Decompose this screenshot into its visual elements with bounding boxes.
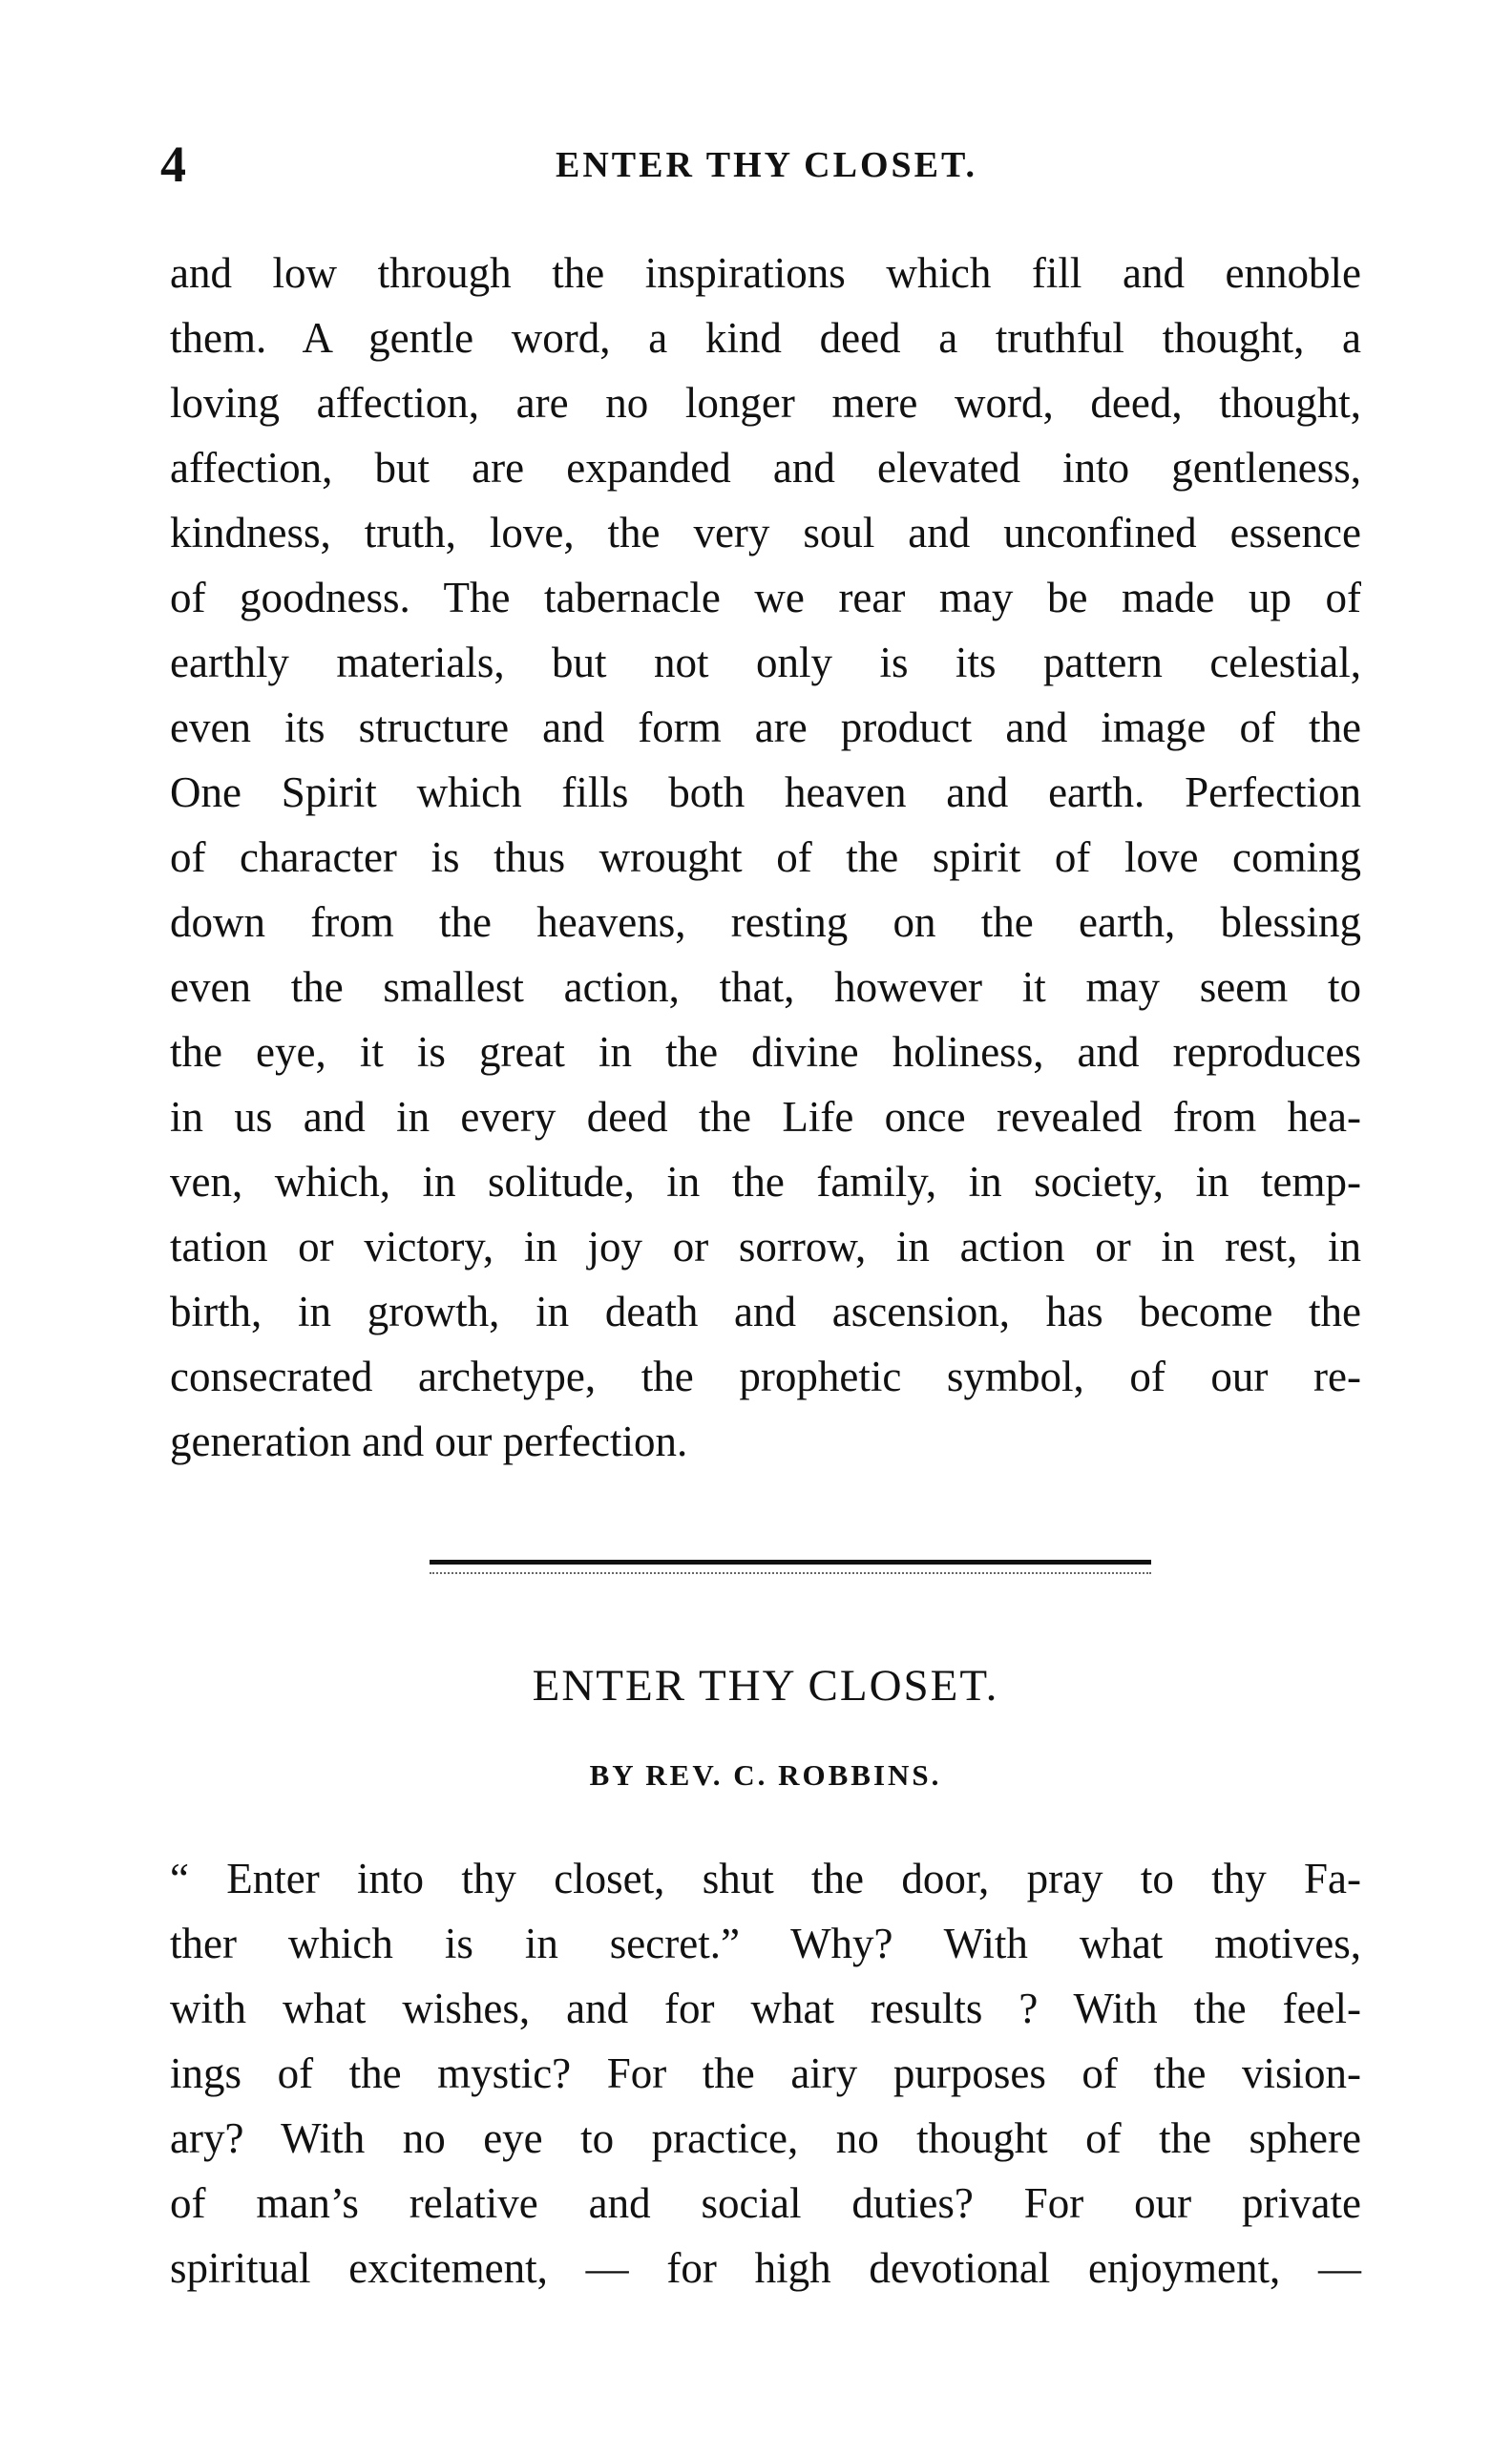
text-line: generation and our perfection.	[170, 1418, 688, 1465]
previous-article-text	[170, 241, 1361, 1474]
running-header-title: ENTER THY CLOSET.	[555, 145, 978, 185]
text-line: of man’s relative and social duties? For our private	[170, 2179, 1361, 2227]
text-line: ings of the mystic? For the airy purposes of the vision-	[170, 2049, 1361, 2097]
page-number: 4	[160, 136, 186, 193]
text-line: consecrated archetype, the prophetic symbol, of our re-	[170, 1353, 1361, 1400]
text-line: kindness, truth, love, the very soul and unconfined essence	[170, 509, 1361, 557]
section-divider	[430, 1560, 1151, 1574]
text-line: ven, which, in solitude, in the family, in society, in temp-	[170, 1158, 1361, 1206]
text-line: of goodness. The tabernacle we rear may be made up of	[170, 574, 1361, 621]
article-text	[170, 1846, 1361, 2300]
text-line: ary? With no eye to practice, no thought of the sphere	[170, 2114, 1361, 2162]
text-line: down from the heavens, resting on the earth, blessing	[170, 898, 1361, 946]
text-line: One Spirit which fills both heaven and earth. Perfection	[170, 768, 1361, 816]
text-line: even its structure and form are product and image of the	[170, 704, 1361, 751]
text-line: birth, in growth, in death and ascension, has become the	[170, 1288, 1361, 1335]
text-line: the eye, it is great in the divine holiness, and reproduces	[170, 1028, 1361, 1076]
text-line: “ Enter into thy closet, shut the door, pray to thy Fa-	[170, 1855, 1361, 1902]
text-line: of character is thus wrought of the spirit of love coming	[170, 833, 1361, 881]
text-line: them. A gentle word, a kind deed a truthful thought, a	[170, 314, 1361, 362]
article-byline: BY REV. C. ROBBINS.	[589, 1758, 942, 1792]
text-line: ther which is in secret.” Why? With what motives,	[170, 1920, 1361, 1967]
text-line: affection, but are expanded and elevated into gentleness,	[170, 444, 1361, 492]
text-line: loving affection, are no longer mere word, deed, thought,	[170, 379, 1361, 427]
running-head	[160, 136, 1373, 193]
text-line: in us and in every deed the Life once revealed from hea-	[170, 1093, 1361, 1141]
text-line: even the smallest action, that, however it may seem to	[170, 963, 1361, 1011]
text-line: spiritual excitement, — for high devotional enjoyment, —	[170, 2244, 1361, 2292]
text-line: earthly materials, but not only is its pattern celestial,	[170, 639, 1361, 686]
text-line: and low through the inspirations which fill and ennoble	[170, 249, 1361, 297]
text-line: tation or victory, in joy or sorrow, in action or in rest, in	[170, 1223, 1361, 1271]
text-line: with what wishes, and for what results ? With the feel-	[170, 1985, 1361, 2032]
article-title: ENTER THY CLOSET.	[532, 1661, 999, 1711]
